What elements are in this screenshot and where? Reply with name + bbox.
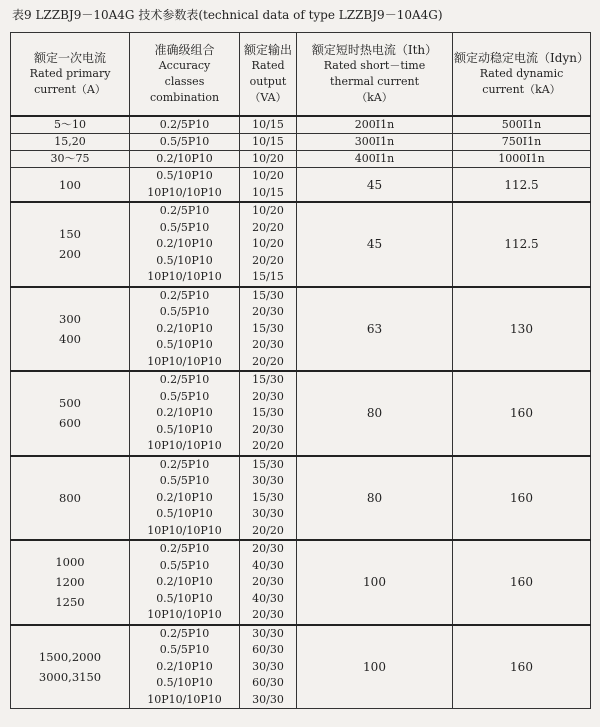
current-cell: 30～75 <box>11 151 130 168</box>
current-cell: 800 <box>11 456 130 541</box>
current-cell: 300 400 <box>11 287 130 372</box>
accuracy-cell: 0.2/5P10 0.5/5P10 0.2/10P10 0.5/10P10 10P10/10P10 <box>130 625 240 709</box>
current-cell: 1000 1200 1250 <box>11 540 130 625</box>
output-cell: 10/15 <box>240 116 297 134</box>
output-cell: 10/20 10/15 <box>240 168 297 203</box>
accuracy-cell: 0.5/5P10 <box>130 134 240 151</box>
header-row <box>11 33 591 117</box>
table-row <box>11 134 591 151</box>
table-row-group <box>11 371 591 456</box>
ith-cell: 80 <box>297 371 453 456</box>
header-rated-output: 额定输出 Rated output （VA） <box>240 33 297 117</box>
header-dynamic-current: 额定动稳定电流（Idyn） Rated dynamic current（kA） <box>453 33 591 117</box>
output-cell: 15/30 20/30 15/30 20/30 20/20 <box>240 371 297 456</box>
ith-cell: 100 <box>297 540 453 625</box>
accuracy-cell: 0.2/5P10 0.5/5P10 0.2/10P10 0.5/10P10 10P10/10P10 <box>130 371 240 456</box>
accuracy-cell: 0.5/10P10 10P10/10P10 <box>130 168 240 203</box>
ith-cell: 400I1n <box>297 151 453 168</box>
current-cell: 1500,2000 3000,3150 <box>11 625 130 709</box>
accuracy-cell: 0.2/5P10 0.5/5P10 0.2/10P10 0.5/10P10 10P10/10P10 <box>130 456 240 541</box>
table-row-group <box>11 625 591 709</box>
idyn-cell: 750I1n <box>453 134 591 151</box>
accuracy-cell: 0.2/5P10 <box>130 116 240 134</box>
idyn-cell: 160 <box>453 625 591 709</box>
header-rated-primary-current: 额定一次电流 Rated primary current（A） <box>11 33 130 117</box>
idyn-cell: 130 <box>453 287 591 372</box>
idyn-cell: 112.5 <box>453 168 591 203</box>
table-row-group <box>11 456 591 541</box>
accuracy-cell: 0.2/5P10 0.5/5P10 0.2/10P10 0.5/10P10 10P10/10P10 <box>130 540 240 625</box>
header-accuracy-classes: 准确级组合 Accuracy classes combination <box>130 33 240 117</box>
ith-cell: 200I1n <box>297 116 453 134</box>
current-cell: 100 <box>11 168 130 203</box>
idyn-cell: 160 <box>453 371 591 456</box>
idyn-cell: 1000I1n <box>453 151 591 168</box>
output-cell: 30/30 60/30 30/30 60/30 30/30 <box>240 625 297 709</box>
header-short-time-thermal-current: 额定短时热电流（Ith） Rated short－time thermal current （kA） <box>297 33 453 117</box>
idyn-cell: 160 <box>453 540 591 625</box>
table-row-group <box>11 202 591 287</box>
output-cell: 10/15 <box>240 134 297 151</box>
output-cell: 15/30 20/30 15/30 20/30 20/20 <box>240 287 297 372</box>
ith-cell: 45 <box>297 168 453 203</box>
current-cell: 5～10 <box>11 116 130 134</box>
output-cell: 15/30 30/30 15/30 30/30 20/20 <box>240 456 297 541</box>
idyn-cell: 500I1n <box>453 116 591 134</box>
table-row-group <box>11 540 591 625</box>
table-row-group <box>11 287 591 372</box>
table-caption: 表9 LZZBJ9－10A4G 技术参数表(technical data of type LZZBJ9－10A4G) <box>12 8 443 22</box>
ith-cell: 80 <box>297 456 453 541</box>
technical-data-table <box>10 32 591 709</box>
table-row-group <box>11 168 591 203</box>
output-cell: 20/30 40/30 20/30 40/30 20/30 <box>240 540 297 625</box>
output-cell: 10/20 <box>240 151 297 168</box>
accuracy-cell: 0.2/10P10 <box>130 151 240 168</box>
accuracy-cell: 0.2/5P10 0.5/5P10 0.2/10P10 0.5/10P10 10P10/10P10 <box>130 202 240 287</box>
ith-cell: 300I1n <box>297 134 453 151</box>
output-cell: 10/20 20/20 10/20 20/20 15/15 <box>240 202 297 287</box>
idyn-cell: 112.5 <box>453 202 591 287</box>
table-row <box>11 151 591 168</box>
current-cell: 500 600 <box>11 371 130 456</box>
table-row <box>11 116 591 134</box>
current-cell: 15,20 <box>11 134 130 151</box>
current-cell: 150 200 <box>11 202 130 287</box>
ith-cell: 100 <box>297 625 453 709</box>
accuracy-cell: 0.2/5P10 0.5/5P10 0.2/10P10 0.5/10P10 10P10/10P10 <box>130 287 240 372</box>
ith-cell: 45 <box>297 202 453 287</box>
ith-cell: 63 <box>297 287 453 372</box>
idyn-cell: 160 <box>453 456 591 541</box>
